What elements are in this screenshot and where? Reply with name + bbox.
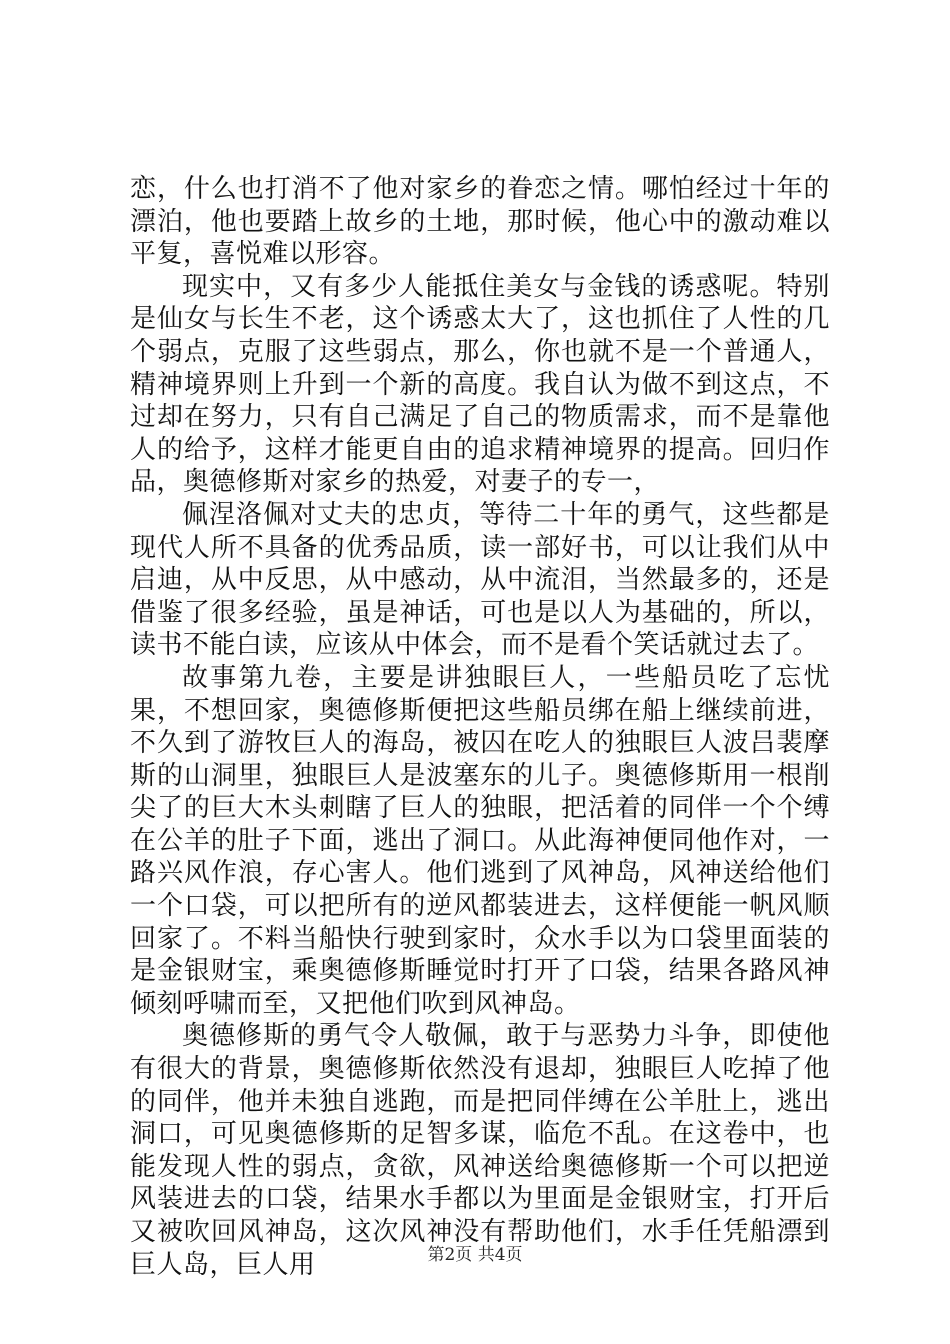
document-body (130, 173, 830, 1281)
paragraph-2: 现实中，又有多少人能抵住美女与金钱的诱惑呢。特别是仙女与长生不老，这个诱惑太大了，这也抓住了人性的几个弱点，克服了这些弱点，那么，你也就不是一个普通人，精神境界则上升到一个新的高度。我自认为做不到这点，不过却在努力，只有自己满足了自己的物质需求，而不是靠他人的给予，这样才能更自由的追求精神境界的提高。回归作品，奥德修斯对家乡的热爱，对妻子的专一， (130, 271, 830, 498)
page-number-footer: 第2页 共4页 (427, 1245, 523, 1265)
paragraph-3: 佩涅洛佩对丈夫的忠贞，等待二十年的勇气，这些都是现代人所不具备的优秀品质，读一部好书，可以让我们从中启迪，从中反思，从中感动，从中流泪，当然最多的，还是借鉴了很多经验，虽是神话，可也是以人为基础的，所以，读书不能白读，应该从中体会，而不是看个笑话就过去了。 (130, 499, 830, 661)
paragraph-5: 奥德修斯的勇气令人敬佩，敢于与恶势力斗争，即使他有很大的背景，奥德修斯依然没有退却，独眼巨人吃掉了他的同伴，他并未独自逃跑，而是把同伴缚在公羊肚上，逃出洞口，可见奥德修斯的足智多谋，临危不乱。在这卷中，也能发现人性的弱点，贪欲，风神送给奥德修斯一个可以把逆风装进去的口袋，结果水手都以为里面是金银财宝，打开后又被吹回风神岛，这次风神没有帮助他们，水手任凭船漂到巨人岛，巨人用 (130, 1021, 830, 1280)
paragraph-1: 恋，什么也打消不了他对家乡的眷恋之情。哪怕经过十年的漂泊，他也要踏上故乡的土地，那时候，他心中的激动难以平复，喜悦难以形容。 (130, 174, 830, 270)
paragraph-4: 故事第九卷，主要是讲独眼巨人，一些船员吃了忘忧果，不想回家，奥德修斯便把这些船员绑在船上继续前进，不久到了游牧巨人的海岛，被囚在吃人的独眼巨人波吕裴摩斯的山洞里，独眼巨人是波塞东的儿子。奥德修斯用一根削尖了的巨大木头刺瞎了巨人的独眼，把活着的同伴一个个缚在公羊的肚子下面，逃出了洞口。从此海神便同他作对，一路兴风作浪，存心害人。他们逃到了风神岛，风神送给他们一个口袋，可以把所有的逆风都装进去，这样便能一帆风顺回家了。不料当船快行驶到家时，众水手以为口袋里面装的是金银财宝，乘奥德修斯睡觉时打开了口袋，结果各路风神倾刻呼啸而至，又把他们吹到风神岛。 (130, 662, 830, 1019)
